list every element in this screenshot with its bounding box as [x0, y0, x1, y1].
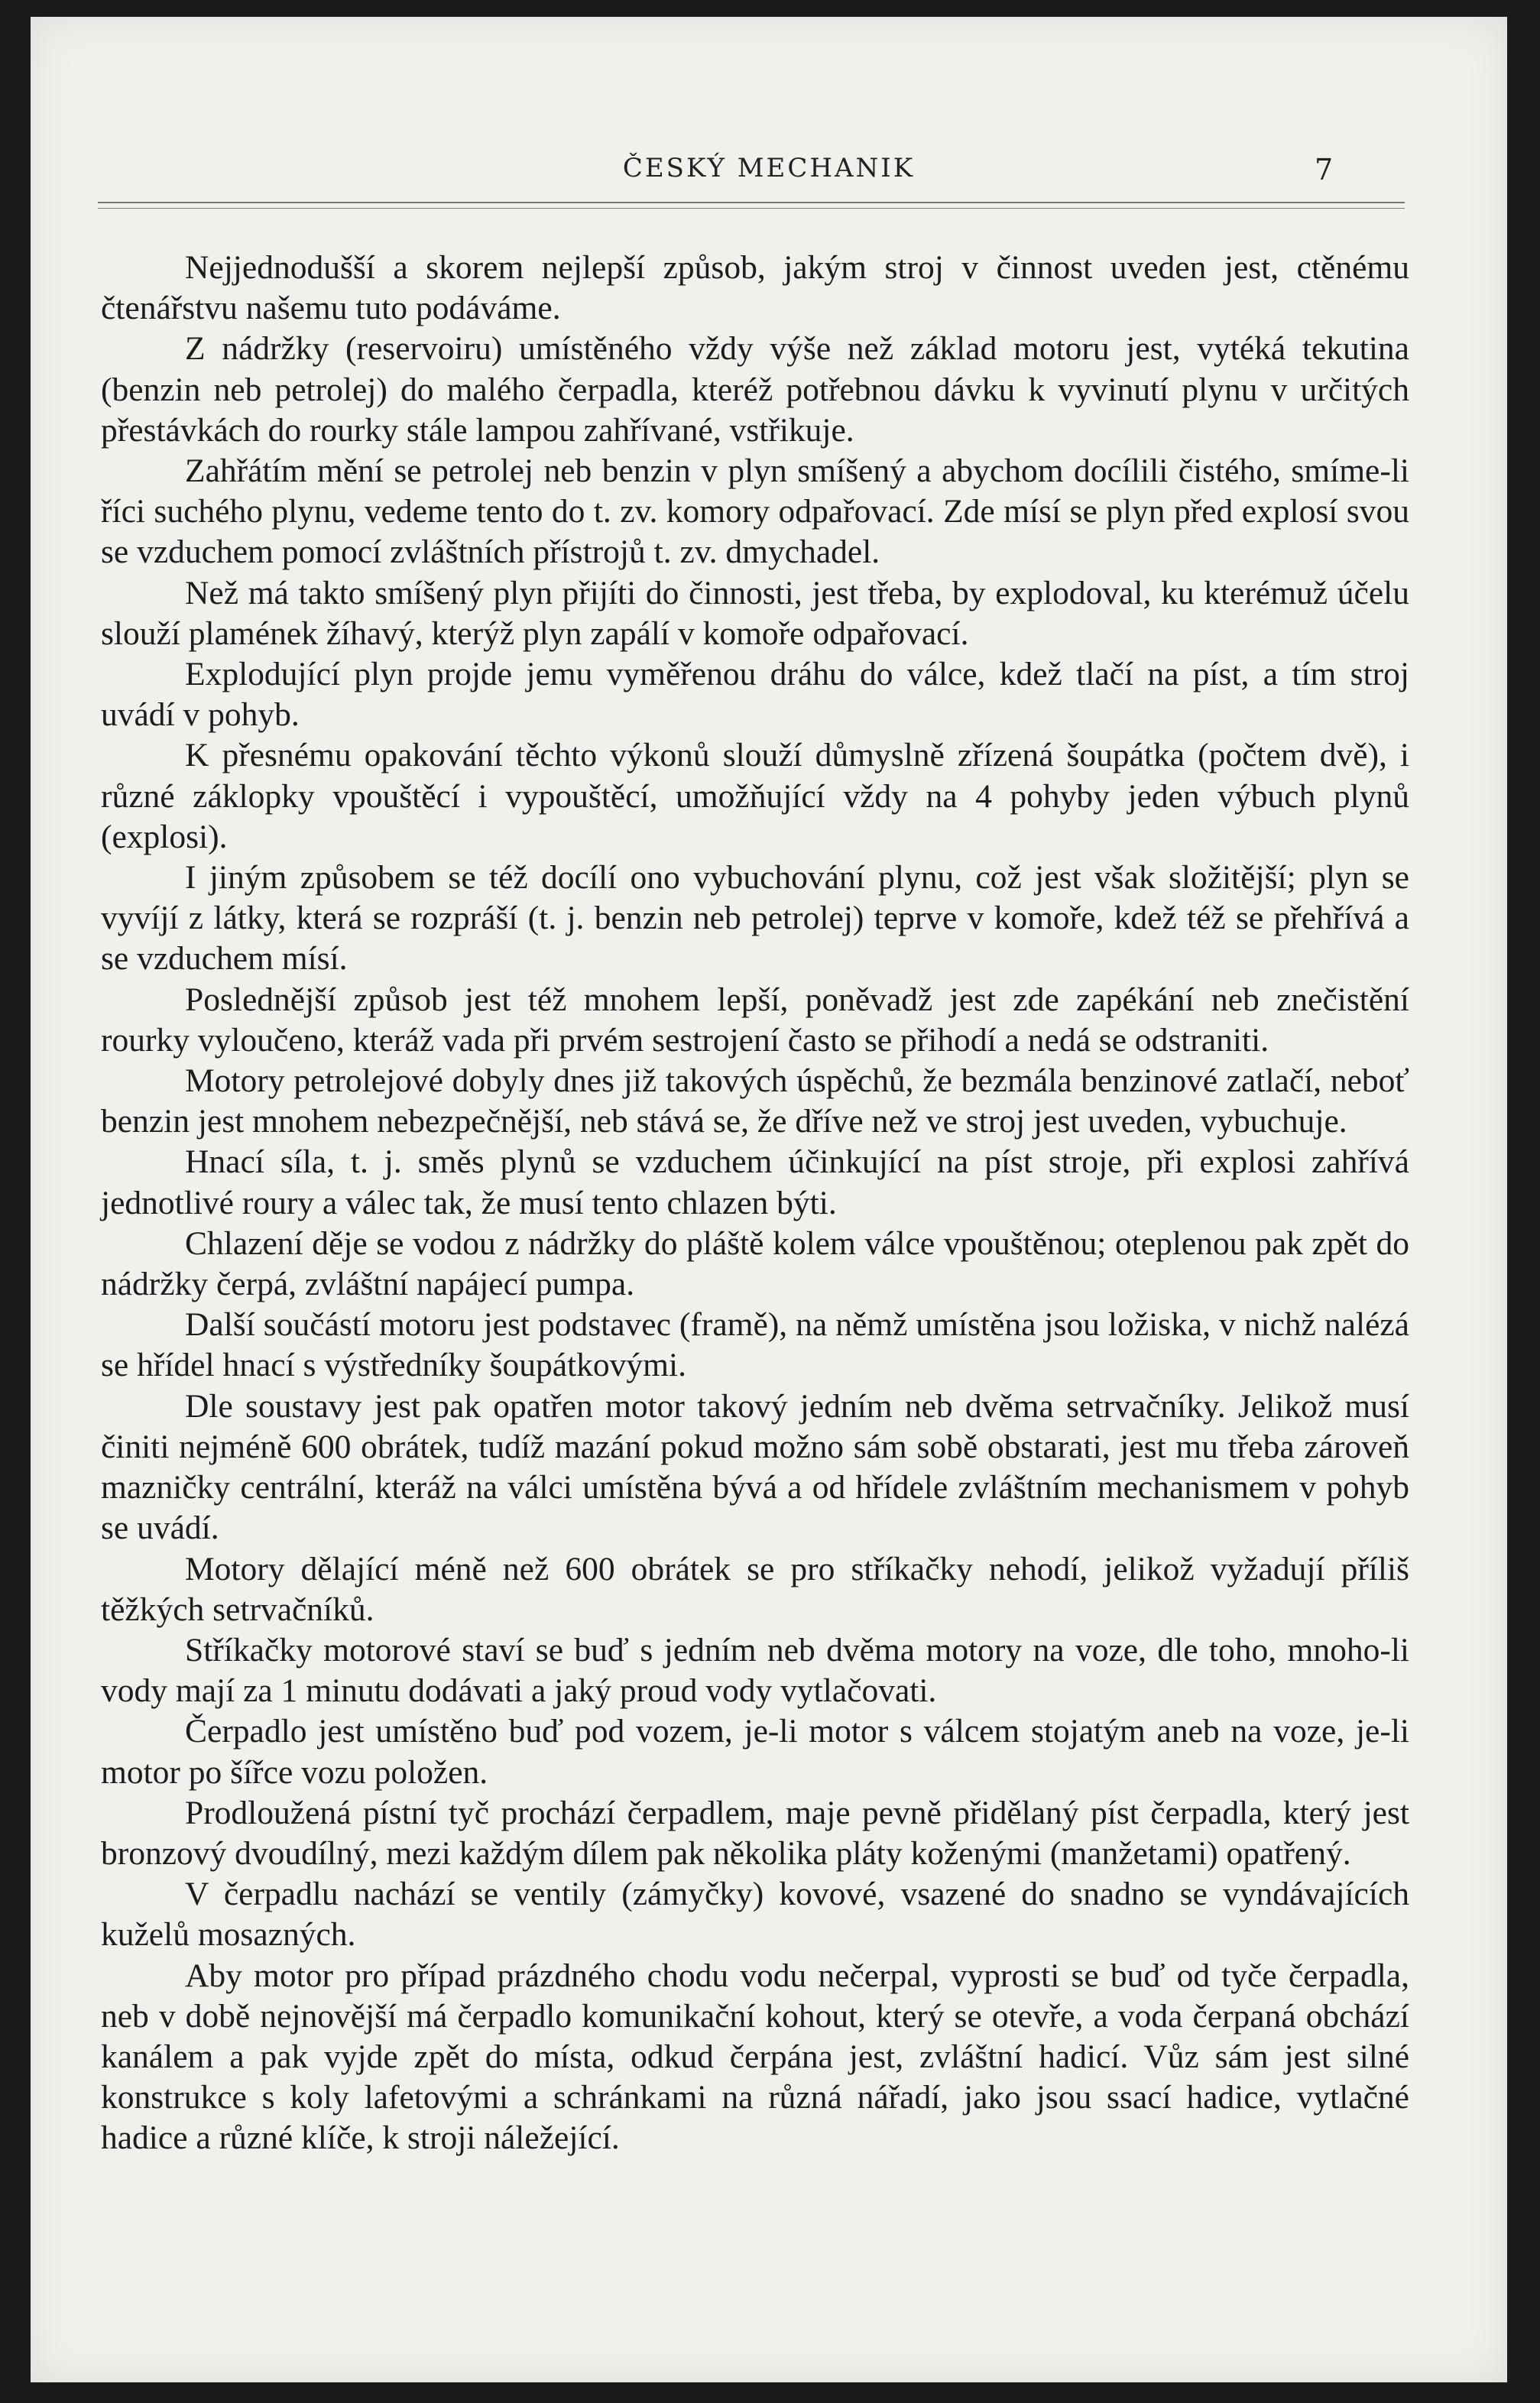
book-page	[31, 17, 1507, 2382]
paragraph: Stříkačky motorové staví se buď s jedním neb dvěma motory na voze, dle toho, mnoho-li vody mají za 1 minutu dodávati a jaký proud vody vytlačovati.	[101, 1631, 1409, 1710]
paragraph: Zahřátím mění se petrolej neb benzin v plyn smíšený a abychom docílili čistého, smíme-li říci suchého plynu, vedeme tento do t. zv. komory odpařovací. Zde mísí se plyn před explosí svou se vzduchem pomocí zvláštních přístrojů t. zv. dmychadel.	[101, 452, 1409, 571]
paragraph: Motory dělající méně než 600 obrátek se pro stříkačky nehodí, jelikož vyžadují příliš těžkých setrvačníků.	[101, 1550, 1409, 1628]
paragraph: Motory petrolejové dobyly dnes již takových úspěchů, že bezmála benzinové zatlačí, neboť benzin jest mnohem nebezpečnější, neb stává se, že dříve než ve stroj jest uveden, vybuchuje.	[101, 1062, 1409, 1140]
page-number: 7	[1315, 153, 1334, 186]
paragraph: V čerpadlu nachází se ventily (zámyčky) kovové, vsazené do snadno se vyndávajících kuželů mosazných.	[101, 1876, 1409, 1954]
body-text	[101, 248, 1409, 2159]
paragraph: Dle soustavy jest pak opatřen motor takový jedním neb dvěma setrvačníky. Jelikož musí činiti nejméně 600 obrátek, tudíž mazání pokud možno sám sobě obstarati, jest mu třeba zároveň mazničky centrální, kteráž na válci umístěna bývá a od hřídele zvláštním mechanismem v pohyb se uvádí.	[101, 1387, 1409, 1547]
paragraph: K přesnému opakování těchto výkonů slouží důmyslně zřízená šoupátka (počtem dvě), i různé záklopky vpouštěcí i vypouštěcí, umožňující vždy na 4 pohyby jeden výbuch plynů (explosi).	[101, 737, 1409, 855]
paragraph: Prodloužená pístní tyč prochází čerpadlem, maje pevně přidělaný píst čerpadla, který jest bronzový dvoudílný, mezi každým dílem pak několika pláty koženými (manžetami) opatřený.	[101, 1794, 1409, 1872]
paragraph: Než má takto smíšený plyn přijíti do činnosti, jest třeba, by explodoval, ku kterémuž účelu slouží plamének žíhavý, kterýž plyn zapálí v komoře odpařovací.	[101, 574, 1409, 652]
paragraph: Explodující plyn projde jemu vyměřenou dráhu do válce, kdež tlačí na píst, a tím stroj uvádí v pohyb.	[101, 656, 1409, 734]
paragraph: I jiným způsobem se též docílí ono vybuchování plynu, což jest však složitější; plyn se vyvíjí z látky, která se rozpráší (t. j. benzin neb petrolej) teprve v komoře, kdež též se přehřívá a se vzduchem mísí.	[101, 859, 1409, 978]
paragraph: Čerpadlo jest umístěno buď pod vozem, je-li motor s válcem stojatým aneb na voze, je-li motor po šířce vozu položen.	[101, 1713, 1409, 1791]
paragraph: Hnací síla, t. j. směs plynů se vzduchem účinkující na píst stroje, při explosi zahřívá jednotlivé roury a válec tak, že musí tento chlazen býti.	[101, 1143, 1409, 1221]
paragraph: Nejjednodušší a skorem nejlepší způsob, jakým stroj v činnost uveden jest, ctěnému čtenářstvu našemu tuto podáváme.	[101, 249, 1409, 327]
paragraph: Chlazení děje se vodou z nádržky do pláště kolem válce vpouštěnou; oteplenou pak zpět do nádržky čerpá, zvláštní napájecí pumpa.	[101, 1224, 1409, 1303]
running-title: ČESKÝ MECHANIK	[622, 153, 916, 183]
paragraph: Aby motor pro případ prázdného chodu vodu nečerpal, vyprosti se buď od tyče čerpadla, neb v době nejnovější má čerpadlo komunikační kohout, který se otevře, a voda čerpaná obchází kanálem a pak vyjde zpět do místa, odkud čerpána jest, zvláštní hadicí. Vůz sám jest silné konstrukce s koly lafetovými a schránkami na různá nářadí, jako jsou ssací hadice, vytlačné hadice a různé klíče, k stroji náležející.	[101, 1957, 1409, 2157]
paragraph: Poslednější způsob jest též mnohem lepší, poněvadž jest zde zapékání neb znečistění rourky vyloučeno, kteráž vada při prvém sestrojení často se přihodí a nedá se odstraniti.	[101, 981, 1409, 1059]
header-rule	[98, 202, 1405, 203]
paragraph: Z nádržky (reservoiru) umístěného vždy výše než základ motoru jest, vytéká tekutina (benzin neb petrolej) do malého čerpadla, kteréž potřebnou dávku k vyvinutí plynu v určitých přestávkách do rourky stále lampou zahřívané, vstřikuje.	[101, 330, 1409, 449]
paragraph: Další součástí motoru jest podstavec (framě), na němž umístěna jsou ložiska, v nichž nalézá se hřídel hnací s výstředníky šoupátkovými.	[101, 1306, 1409, 1384]
running-header	[31, 153, 1507, 199]
header-rule-thin	[98, 208, 1405, 209]
